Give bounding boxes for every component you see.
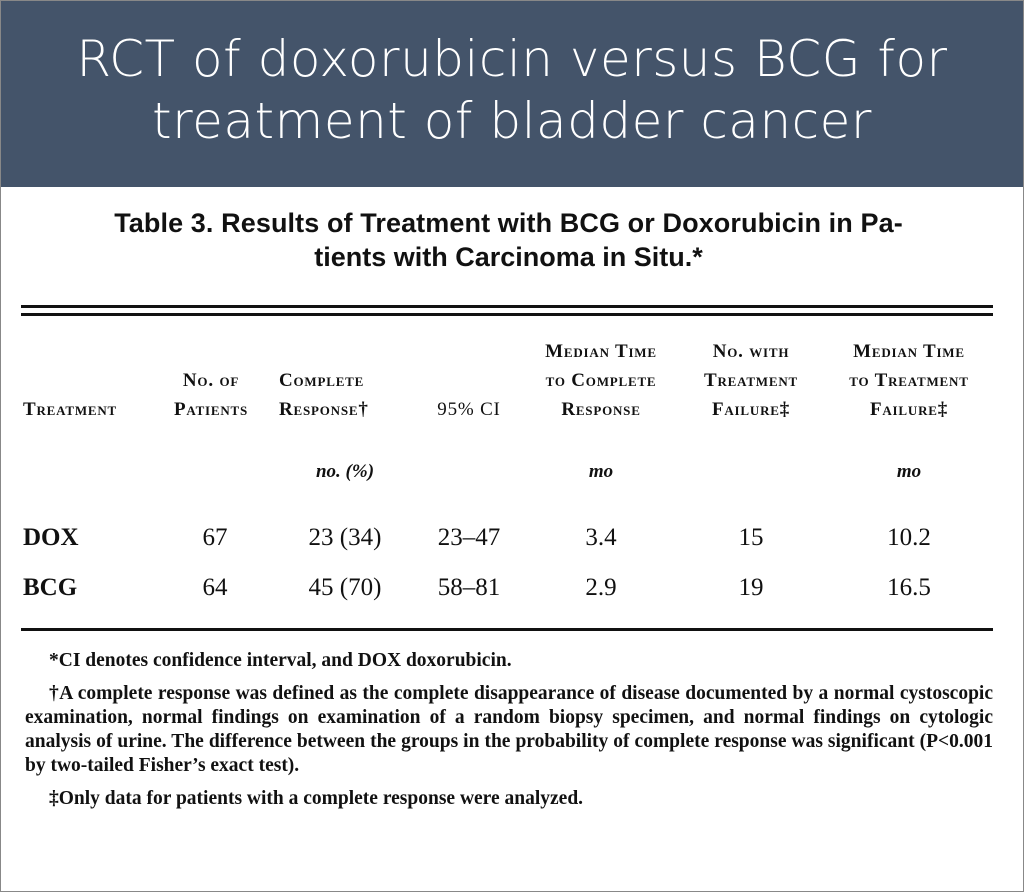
cell-patients: 64 [202, 574, 228, 601]
table-top-rule [21, 305, 993, 308]
table-row-bcg [1, 571, 1024, 605]
table-caption-line-1: Table 3. Results of Treatment with BCG or Doxorubicin in Pa- [114, 208, 903, 238]
cell-median-time-complete: 3.4 [585, 524, 617, 551]
slide-title-line-2: treatment of bladder cancer [152, 92, 872, 150]
header-median-time-complete: Median Time to Complete Response [545, 341, 657, 420]
cell-treatment: DOX [23, 524, 79, 551]
footnote-abbreviations: *CI denotes confidence interval, and DOX doxorubicin. [49, 650, 512, 671]
header-95-ci: 95% CI [437, 399, 501, 420]
cell-median-time-failure: 16.5 [887, 574, 931, 601]
cell-median-time-complete: 2.9 [585, 574, 617, 601]
table-caption-line-2: tients with Carcinoma in Situ.* [314, 242, 703, 272]
cell-median-time-failure: 10.2 [887, 524, 931, 551]
unit-complete-response: no. (%) [315, 461, 375, 482]
unit-median-time-complete: mo [588, 461, 614, 482]
footnote-complete-response: †A complete response was defined as the complete disappearance of disease documented by a normal cystoscopic examination, normal findings on examination of a random biopsy specimen, and normal findings on cytologic analysis of urine. The difference between the groups in the probability of complete response was significant (P<0.001 by two-tailed Fisher’s exact test). [25, 683, 993, 776]
table-bottom-rule [21, 628, 993, 631]
header-median-time-failure: Median Time to Treatment Failure‡ [849, 341, 969, 420]
table-caption [21, 206, 996, 274]
header-no-with-treatment-failure: No. with Treatment Failure‡ [703, 341, 799, 420]
cell-ci: 23–47 [437, 524, 501, 551]
title-banner [1, 1, 1023, 187]
cell-complete-response: 23 (34) [308, 524, 382, 551]
header-no-of-patients: No. of Patients [173, 370, 249, 420]
table-top-rule-second [21, 313, 993, 316]
cell-ci: 58–81 [437, 574, 501, 601]
header-complete-response: Complete Response† [279, 370, 369, 420]
cell-treatment: BCG [23, 574, 78, 601]
cell-treatment-failure: 19 [738, 574, 764, 601]
cell-treatment-failure: 15 [738, 524, 764, 551]
header-treatment: Treatment [23, 399, 118, 420]
table-row-dox [1, 521, 1024, 555]
slide-title-line-1: RCT of doxorubicin versus BCG for [76, 30, 948, 88]
cell-patients: 67 [202, 524, 228, 551]
cell-complete-response: 45 (70) [308, 574, 382, 601]
table-footnotes [25, 649, 993, 820]
footnote-complete-response-only: ‡Only data for patients with a complete response were analyzed. [49, 788, 584, 809]
unit-median-time-failure: mo [896, 461, 922, 482]
